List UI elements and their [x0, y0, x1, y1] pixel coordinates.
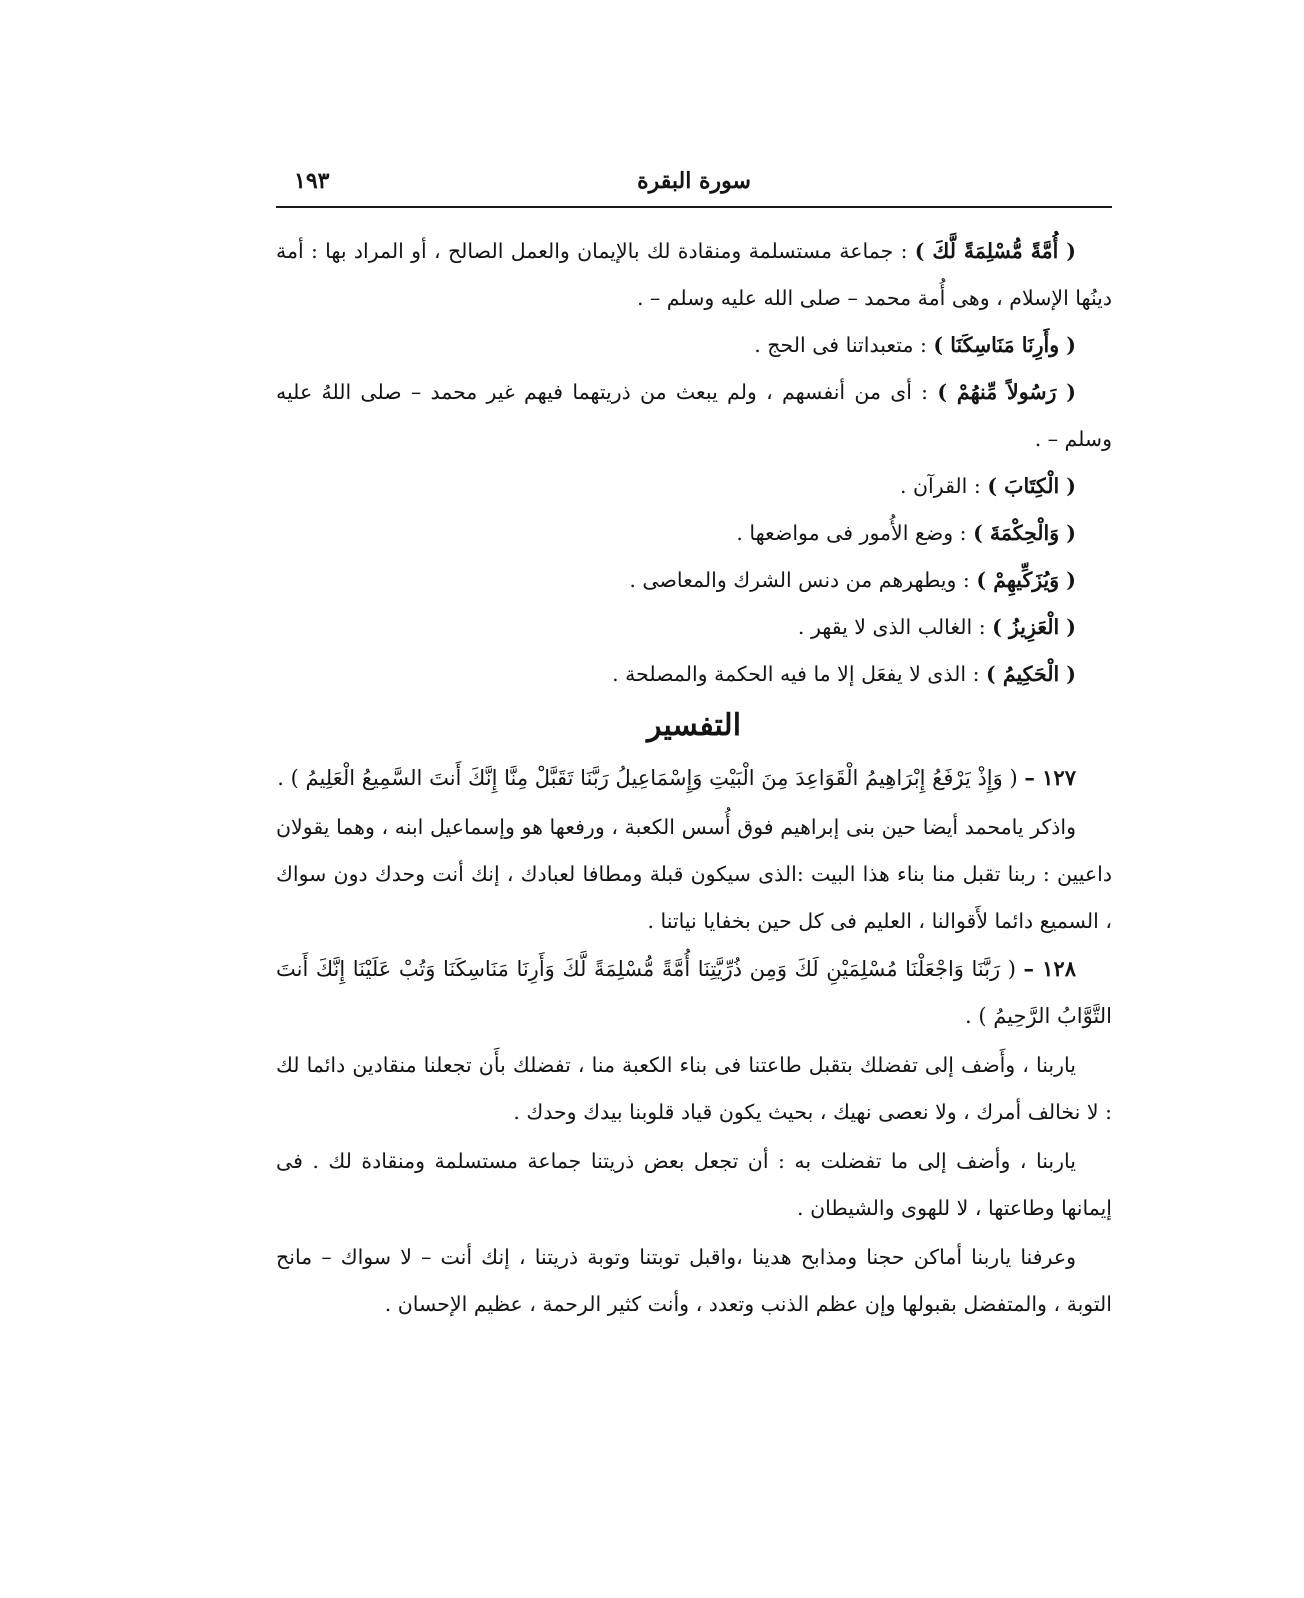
glossary-entry: [276, 604, 1112, 651]
commentary-paragraph: ياربنا ، وأضف إلى ما تفضلت به : أن تجعل بعض ذريتنا جماعة مستسلمة ومنقادة لك . فى إيمانها وطاعتها ، لا للهوى والشيطان .: [276, 1149, 1112, 1220]
glossary-definition: : أى من أنفسهم ، ولم يبعث من ذريتهما فيهم غير محمد – صلى اللهُ عليه وسلم – .: [276, 380, 1112, 451]
page-body: [276, 228, 1112, 1328]
commentary-paragraph: ياربنا ، وأَضف إلى تفضلك بتقبل طاعتنا فى بناء الكعبة منا ، تفضلك بأَن تجعلنا منقادين دائما لك : لا نخالف أمرك ، ولا نعصى نهيك ، بحيث يكون قياد قلوبنا بيدك وحدك .: [276, 1053, 1112, 1124]
verse-128: [276, 945, 1112, 1040]
glossary-entry: [276, 322, 1112, 369]
verse-text: ( رَبَّنَا وَاجْعَلْنَا مُسْلِمَيْنِ لَكَ وَمِن ذُرِّيَّتِنَا أُمَّةً مُّسْلِمَةً لَّكَ وَأَرِنَا مَنَاسِكَنَا وَتُبْ عَلَيْنَا إِنَّكَ أَنتَ التَّوَّابُ الرَّحِيمُ ) .: [276, 957, 1112, 1028]
verse-number: ١٢٧ –: [1024, 765, 1076, 790]
book-page: [276, 160, 1112, 1520]
glossary-definition: : وضع الأُمور فى مواضعها .: [736, 521, 974, 545]
section-title: التفسير: [646, 708, 742, 743]
surah-title: سورة البقرة: [637, 168, 751, 194]
glossary-entry: [276, 369, 1112, 463]
commentary-paragraph: وعرفنا ياربنا أماكن حجنا ومذابح هدينا ،واقبل توبتنا وتوبة ذريتنا ، إنك أنت – لا سواك – مانح التوبة ، والمتفضل بقبولها وإن عظم الذنب وتعدد ، وأنت كثير الرحمة ، عظيم الإحسان .: [276, 1245, 1112, 1316]
glossary-term: ( الْحَكِيمُ ): [986, 662, 1076, 686]
glossary-entry: [276, 463, 1112, 510]
glossary-term: ( وَيُزَكِّيهِمْ ): [976, 568, 1076, 592]
glossary-definition: : ويطهرهم من دنس الشرك والمعاصى .: [629, 568, 977, 592]
glossary-term: ( وَالْحِكْمَةَ ): [973, 521, 1076, 545]
glossary-entry: [276, 510, 1112, 557]
glossary-definition: : القرآن .: [899, 474, 988, 498]
glossary-definition: : الغالب الذى لا يقهر .: [797, 615, 993, 639]
glossary-term: ( الْعَزِيزُ ): [992, 615, 1076, 639]
glossary-entry: [276, 557, 1112, 604]
glossary-term: ( الْكِتَابَ ): [987, 474, 1076, 498]
glossary-entry: [276, 228, 1112, 322]
commentary-paragraph: واذكر يامحمد أيضا حين بنى إبراهيم فوق أُسس الكعبة ، ورفعها هو وإسماعيل ابنه ، وهما يقولان داعيين : ربنا تقبل منا بناء هذا البيت :الذى سيكون قبلة ومطافا لعبادك ، إنك أنت وحدك دون سواك ، السميع دائما لأَقوالنا ، العليم فى كل حين بخفايا نياتنا .: [276, 815, 1112, 933]
page-number: ١٩٣: [294, 168, 330, 194]
verse-text: ( وَإِذْ يَرْفَعُ إِبْرَاهِيمُ الْقَوَاعِدَ مِنَ الْبَيْتِ وَإِسْمَاعِيلُ رَبَّنَا تَقَبَّلْ مِنَّا إِنَّكَ أَنتَ السَّمِيعُ الْعَلِيمُ ) .: [277, 766, 1025, 790]
glossary-entry: [276, 651, 1112, 698]
glossary-definition: : الذى لا يفعَل إلا ما فيه الحكمة والمصلحة .: [612, 662, 986, 686]
verse-127: [276, 754, 1112, 802]
page-header: [276, 160, 1112, 200]
glossary-term: ( رَسُولاً مِّنهُمْ ): [937, 380, 1076, 404]
glossary-definition: : متعبداتنا فى الحج .: [754, 333, 934, 357]
glossary-definition: : جماعة مستسلمة ومنقادة لك بالإيمان والعمل الصالح ، أو المراد بها : أمة دينُها الإسلام ، وهى أُمة محمد – صلى الله عليه وسلم – .: [276, 239, 1112, 310]
verse-number: ١٢٨ –: [1023, 956, 1076, 981]
glossary-term: ( أُمَّةً مُّسْلِمَةً لَّكَ ): [914, 239, 1076, 263]
glossary-term: ( وأَرِنَا مَنَاسِكَنَا ): [933, 333, 1076, 357]
header-divider: [276, 206, 1112, 208]
